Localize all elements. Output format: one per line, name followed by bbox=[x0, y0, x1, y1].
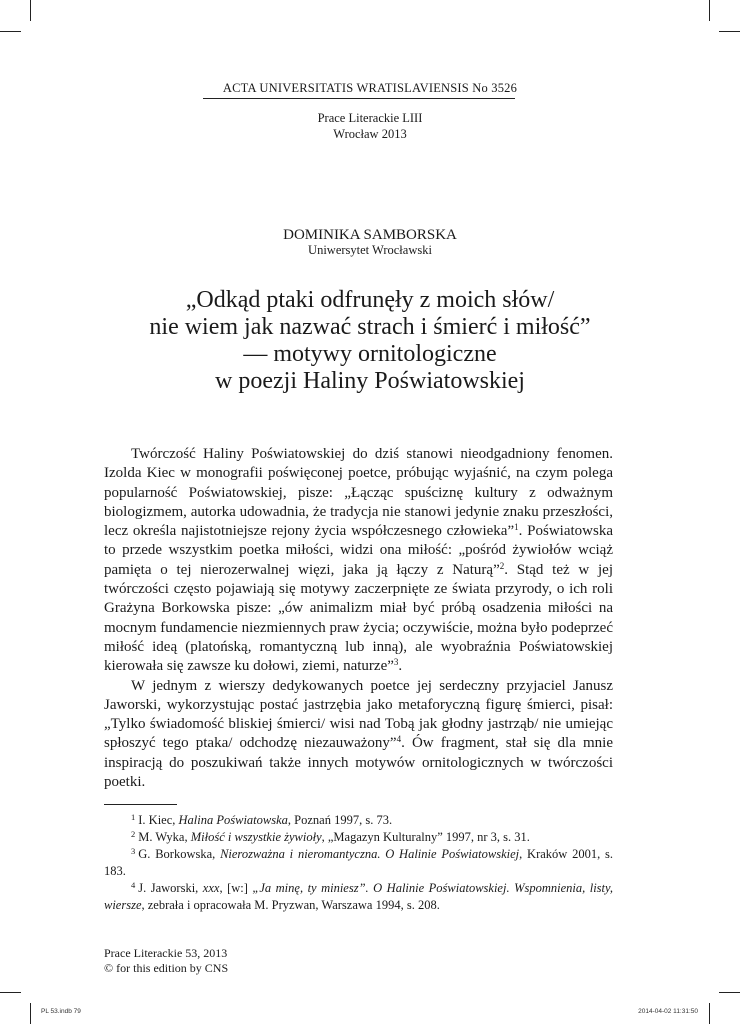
title-line: „Odkąd ptaki odfrunęły z moich słów/ bbox=[185, 287, 555, 313]
crop-mark bbox=[719, 31, 740, 32]
title-line: — motywy ornitologiczne bbox=[243, 341, 497, 367]
footnote-title: Nierozważna i nieromantyczna. O Halinie Poświatowskiej bbox=[220, 847, 520, 861]
crop-mark bbox=[719, 992, 740, 993]
text-segment: Twórczość Haliny Poświatowskiej do dziś stanowi nieodgadniony fenomen. Izolda Kiec w monografii poświęconej poetce, próbując wyjaśnić, na czym polega popularność Poświatowskiej, pisze: „Łącząc spuściznę kultury z odważnym biologizmem, autorka udowadnia, że tradycja nie stanowi jedynie znaku przeszłości, lecz określa najistotniejsze rejony życia współczesnego człowieka” bbox=[104, 446, 613, 540]
text-segment: . Stąd też w jej twórczości często pojawiają się motywy zaczerpnięte ze świata przyrody, o ich roli Grażyna Borkowska pisze: „ów animalizm miał być próbą osadzenia miłości na mocnym fundamencie niezmiennych praw życia; oczywiście, można było podeprzeć miłość ideą (platońską, romantyczną lub inną), ale wyobraźnia Poświatowskiej kierowała się zawsze ku dołowi, ziemi, naturze” bbox=[104, 561, 613, 675]
footnote-text: G. Borkowska, bbox=[138, 847, 221, 861]
crop-mark bbox=[709, 1003, 710, 1024]
footnote-ref: 2 bbox=[499, 560, 505, 571]
footnote-text: J. Jaworski, bbox=[138, 881, 203, 895]
footnote-text: , „Magazyn Kulturalny” 1997, nr 3, s. 31. bbox=[321, 830, 530, 844]
text-segment: . bbox=[398, 658, 403, 675]
title-line: nie wiem jak nazwać strach i śmierć i miłość” bbox=[149, 314, 591, 340]
footnotes bbox=[104, 812, 613, 914]
crop-mark bbox=[30, 1003, 31, 1024]
footnote-text: I. Kiec, bbox=[138, 813, 179, 827]
footnote-text: , Poznań 1997, s. 73. bbox=[287, 813, 393, 827]
footnote-ref: 3 bbox=[393, 657, 399, 668]
text-segment: . Poświatowska to przede wszystkim poetka miłości, widzi ona miłość: „pośród żywiołów wciąż pamięta o tej nierozerwalnej więzi, jaka ją łączy z Naturą” bbox=[104, 523, 613, 578]
footnote-number: 4 bbox=[131, 880, 136, 890]
footnote-ref: 4 bbox=[396, 734, 402, 745]
body-paragraph bbox=[104, 445, 613, 677]
title-line: w poezji Haliny Poświatowskiej bbox=[215, 368, 525, 394]
footnote-title: „Ja minę, ty miniesz”. O Halinie Poświatowskiej. Wspomnienia, listy, wiersze bbox=[104, 881, 613, 912]
crop-mark bbox=[0, 992, 21, 993]
footnote-text: , Kraków 2001, s. 183. bbox=[104, 847, 614, 878]
footnote bbox=[104, 812, 613, 829]
text-segment: . Ów fragment, stał się dla mnie inspiracją do poszukiwań także innych motywów ornitologicznych w twórczości poetki. bbox=[104, 735, 613, 791]
author-name: DOMINIKA SAMBORSKA bbox=[283, 227, 457, 243]
page-footer bbox=[104, 946, 228, 976]
author-affiliation: Uniwersytet Wrocławski bbox=[308, 243, 432, 257]
place-year: Wrocław 2013 bbox=[333, 127, 407, 141]
article-body bbox=[104, 445, 613, 792]
text-segment: W jednym z wierszy dedykowanych poetce jej serdeczny przyjaciel Janusz Jaworski, wykorzystując postać jastrzębia jako metaforyczną figurę śmierci, pisał: „Tylko świadomość bliskiej śmierci/ wisi nad Tobą jak głodny jastrząb/ nie umiejąc spłoszyć tego ptaka/ odchodzę niezauważony” bbox=[104, 677, 613, 752]
footer-journal: Prace Literackie 53, 2013 bbox=[104, 946, 228, 960]
footnote-rule bbox=[104, 804, 177, 805]
footnote-title: Halina Poświatowska bbox=[178, 813, 288, 827]
footnote-title: xxx bbox=[202, 881, 220, 895]
header-rule bbox=[203, 98, 515, 99]
footnote-number: 3 bbox=[131, 846, 136, 856]
footnote bbox=[104, 846, 613, 880]
footer-copyright: © for this edition by CNS bbox=[104, 961, 229, 975]
footnote bbox=[104, 829, 613, 846]
footnote-ref: 1 bbox=[514, 522, 519, 533]
footnote-text: , [w:] bbox=[219, 881, 253, 895]
footnote-number: 1 bbox=[131, 812, 136, 822]
footnote-text: , zebrała i opracowała M. Pryzwan, Warszawa 1994, s. 208. bbox=[141, 898, 440, 912]
crop-mark bbox=[30, 0, 31, 21]
footnote-number: 2 bbox=[131, 829, 136, 839]
slug-file: PL 53.indb 79 bbox=[41, 1008, 81, 1015]
footnote-text: M. Wyka, bbox=[138, 830, 191, 844]
article-title bbox=[0, 287, 740, 395]
footnote-title: Miłość i wszystkie żywioły bbox=[190, 830, 322, 844]
crop-mark bbox=[0, 31, 21, 32]
journal-name: ACTA UNIVERSITATIS WRATISLAVIENSIS No 3526 bbox=[222, 81, 518, 95]
body-paragraph bbox=[104, 677, 613, 793]
slug-timestamp: 2014-04-02 11:31:50 bbox=[638, 1008, 698, 1015]
footnote bbox=[104, 880, 613, 914]
crop-mark bbox=[709, 0, 710, 21]
series-name: Prace Literackie LIII bbox=[317, 111, 423, 125]
